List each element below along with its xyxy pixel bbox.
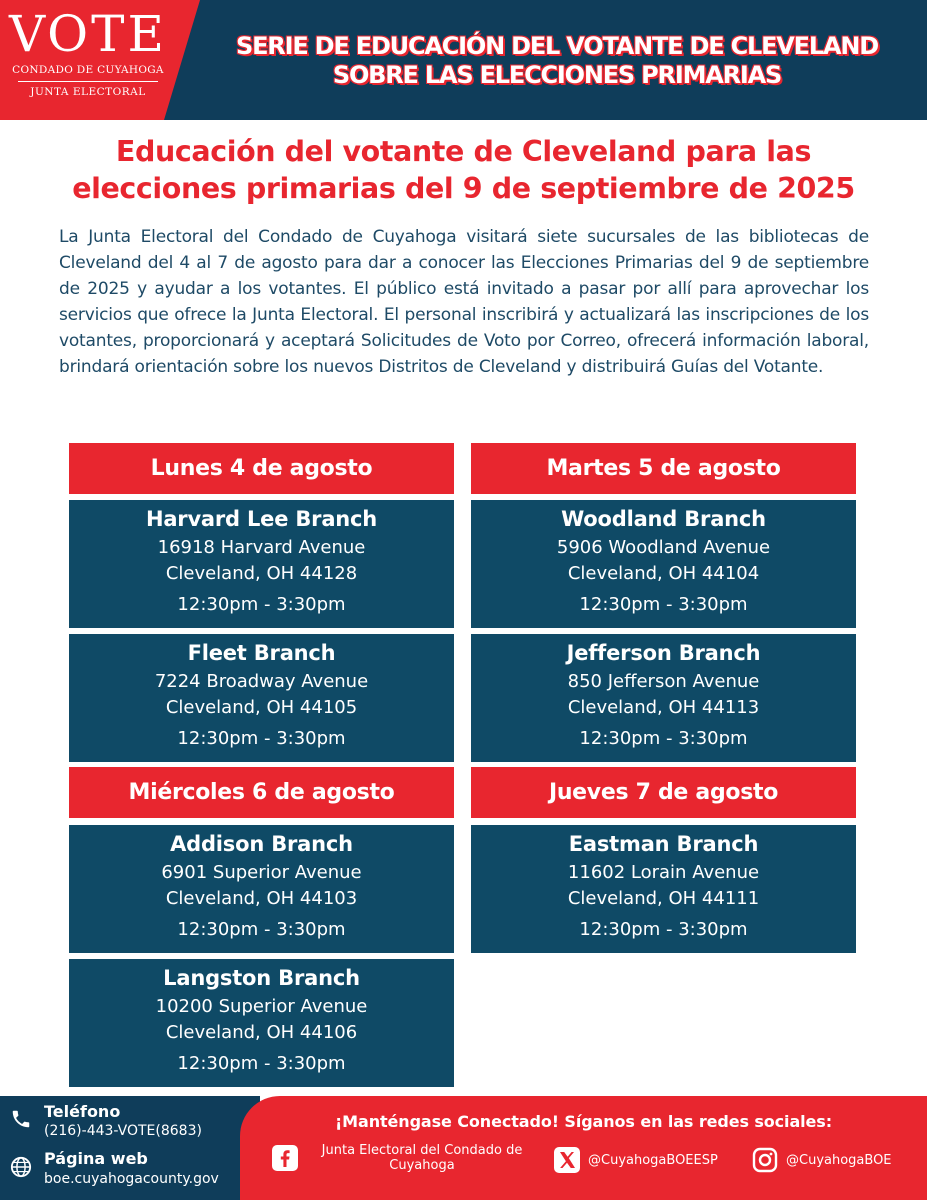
day-header-wednesday: Miércoles 6 de agosto (69, 767, 454, 818)
header-title-line1: SERIE DE EDUCACIÓN DEL VOTANTE DE CLEVELAND (236, 32, 878, 60)
branch-name: Jefferson Branch (566, 641, 761, 665)
branch-name: Fleet Branch (187, 641, 336, 665)
branch-street: 850 Jefferson Avenue (567, 671, 760, 692)
day-header-thursday: Jueves 7 de agosto (471, 767, 856, 818)
branch-city: Cleveland, OH 44128 (165, 563, 358, 584)
branch-card-woodland (471, 500, 856, 628)
branch-card-eastman (471, 825, 856, 953)
page-title (30, 133, 897, 207)
branch-city: Cleveland, OH 44106 (165, 1022, 358, 1043)
branch-hours: 12:30pm - 3:30pm (579, 594, 748, 615)
instagram-icon (752, 1147, 778, 1173)
branch-city: Cleveland, OH 44113 (567, 697, 760, 718)
facebook-page-name: Junta Electoral del Condado de Cuyahoga (321, 1143, 523, 1173)
instagram-handle: @CuyahogaBOE (786, 1152, 892, 1168)
phone-label: Teléfono (44, 1102, 121, 1121)
website-label: Página web (44, 1149, 148, 1168)
logo-vote-text: VOTE (8, 5, 168, 63)
branch-name: Harvard Lee Branch (145, 507, 378, 531)
branch-card-langston (69, 959, 454, 1087)
branch-street: 16918 Harvard Avenue (157, 537, 366, 558)
branch-card-addison (69, 825, 454, 953)
logo-county: CONDADO DE CUYAHOGA (12, 64, 164, 76)
branch-street: 5906 Woodland Avenue (556, 537, 771, 558)
branch-street: 11602 Lorain Avenue (567, 862, 760, 883)
branch-card-fleet (69, 634, 454, 762)
branch-street: 10200 Superior Avenue (155, 996, 368, 1017)
branch-address (471, 860, 856, 912)
x-link[interactable] (554, 1147, 718, 1173)
day-header-monday: Lunes 4 de agosto (69, 443, 454, 494)
phone-number[interactable]: (216)-443-VOTE(8683) (44, 1123, 202, 1139)
branch-hours: 12:30pm - 3:30pm (177, 594, 346, 615)
branch-name: Eastman Branch (568, 832, 759, 856)
intro-paragraph: La Junta Electoral del Condado de Cuyahoga visitará siete sucursales de las bibliotecas de Cleveland del 4 al 7 de agosto para dar a conocer las Elecciones Primarias del 9 de septiembre de 2025 y ayudar a los votantes. El público está invitado a pasar por allí para aprovechar los servicios que ofrece la Junta Electoral. El personal inscribirá y actualizará las inscripciones de los votantes, proporcionará y aceptará Solicitudes de Voto por Correo, ofrecerá información laboral, brindará orientación sobre los nuevos Distritos de Cleveland y distribuirá Guías del Votante. (59, 227, 869, 377)
branch-card-jefferson (471, 634, 856, 762)
x-handle: @CuyahogaBOEESP (588, 1152, 718, 1168)
branch-hours: 12:30pm - 3:30pm (579, 919, 748, 940)
social-heading: ¡Manténgase Conectado! Síganos en las redes sociales: (334, 1112, 832, 1131)
branch-name: Woodland Branch (561, 507, 766, 531)
instagram-link[interactable] (752, 1147, 892, 1173)
branch-address (471, 669, 856, 721)
branch-hours: 12:30pm - 3:30pm (177, 919, 346, 940)
branch-name: Langston Branch (163, 966, 360, 990)
branch-hours: 12:30pm - 3:30pm (579, 728, 748, 749)
branch-address (471, 535, 856, 587)
branch-address (69, 669, 454, 721)
logo-divider (18, 81, 158, 82)
branch-hours: 12:30pm - 3:30pm (177, 1053, 346, 1074)
phone-icon (10, 1108, 32, 1130)
website-link[interactable]: boe.cuyahogacounty.gov (44, 1171, 219, 1187)
branch-street: 7224 Broadway Avenue (154, 671, 369, 692)
globe-icon (10, 1156, 32, 1178)
facebook-icon (272, 1145, 298, 1171)
branch-city: Cleveland, OH 44104 (567, 563, 760, 584)
branch-address (69, 994, 454, 1046)
branch-address (69, 535, 454, 587)
day-header-tuesday: Martes 5 de agosto (471, 443, 856, 494)
footer-contact (0, 1096, 260, 1200)
branch-card-harvard-lee (69, 500, 454, 628)
x-icon (554, 1147, 580, 1173)
vote-logo (8, 6, 168, 98)
page-title-line1: Educación del votante de Cleveland para las (115, 135, 812, 168)
header-banner (0, 0, 927, 120)
footer-social (240, 1096, 927, 1200)
branch-city: Cleveland, OH 44105 (165, 697, 358, 718)
branch-name: Addison Branch (170, 832, 353, 856)
facebook-link[interactable] (272, 1143, 542, 1173)
header-title (192, 32, 922, 90)
header-title-line2: SOBRE LAS ELECCIONES PRIMARIAS (332, 61, 782, 89)
branch-street: 6901 Superior Avenue (161, 862, 362, 883)
branch-address (69, 860, 454, 912)
page-title-line2: elecciones primarias del 9 de septiembre de 2025 (72, 172, 855, 205)
branch-city: Cleveland, OH 44111 (567, 888, 760, 909)
branch-hours: 12:30pm - 3:30pm (177, 728, 346, 749)
logo-board: JUNTA ELECTORAL (30, 86, 146, 98)
branch-city: Cleveland, OH 44103 (165, 888, 358, 909)
